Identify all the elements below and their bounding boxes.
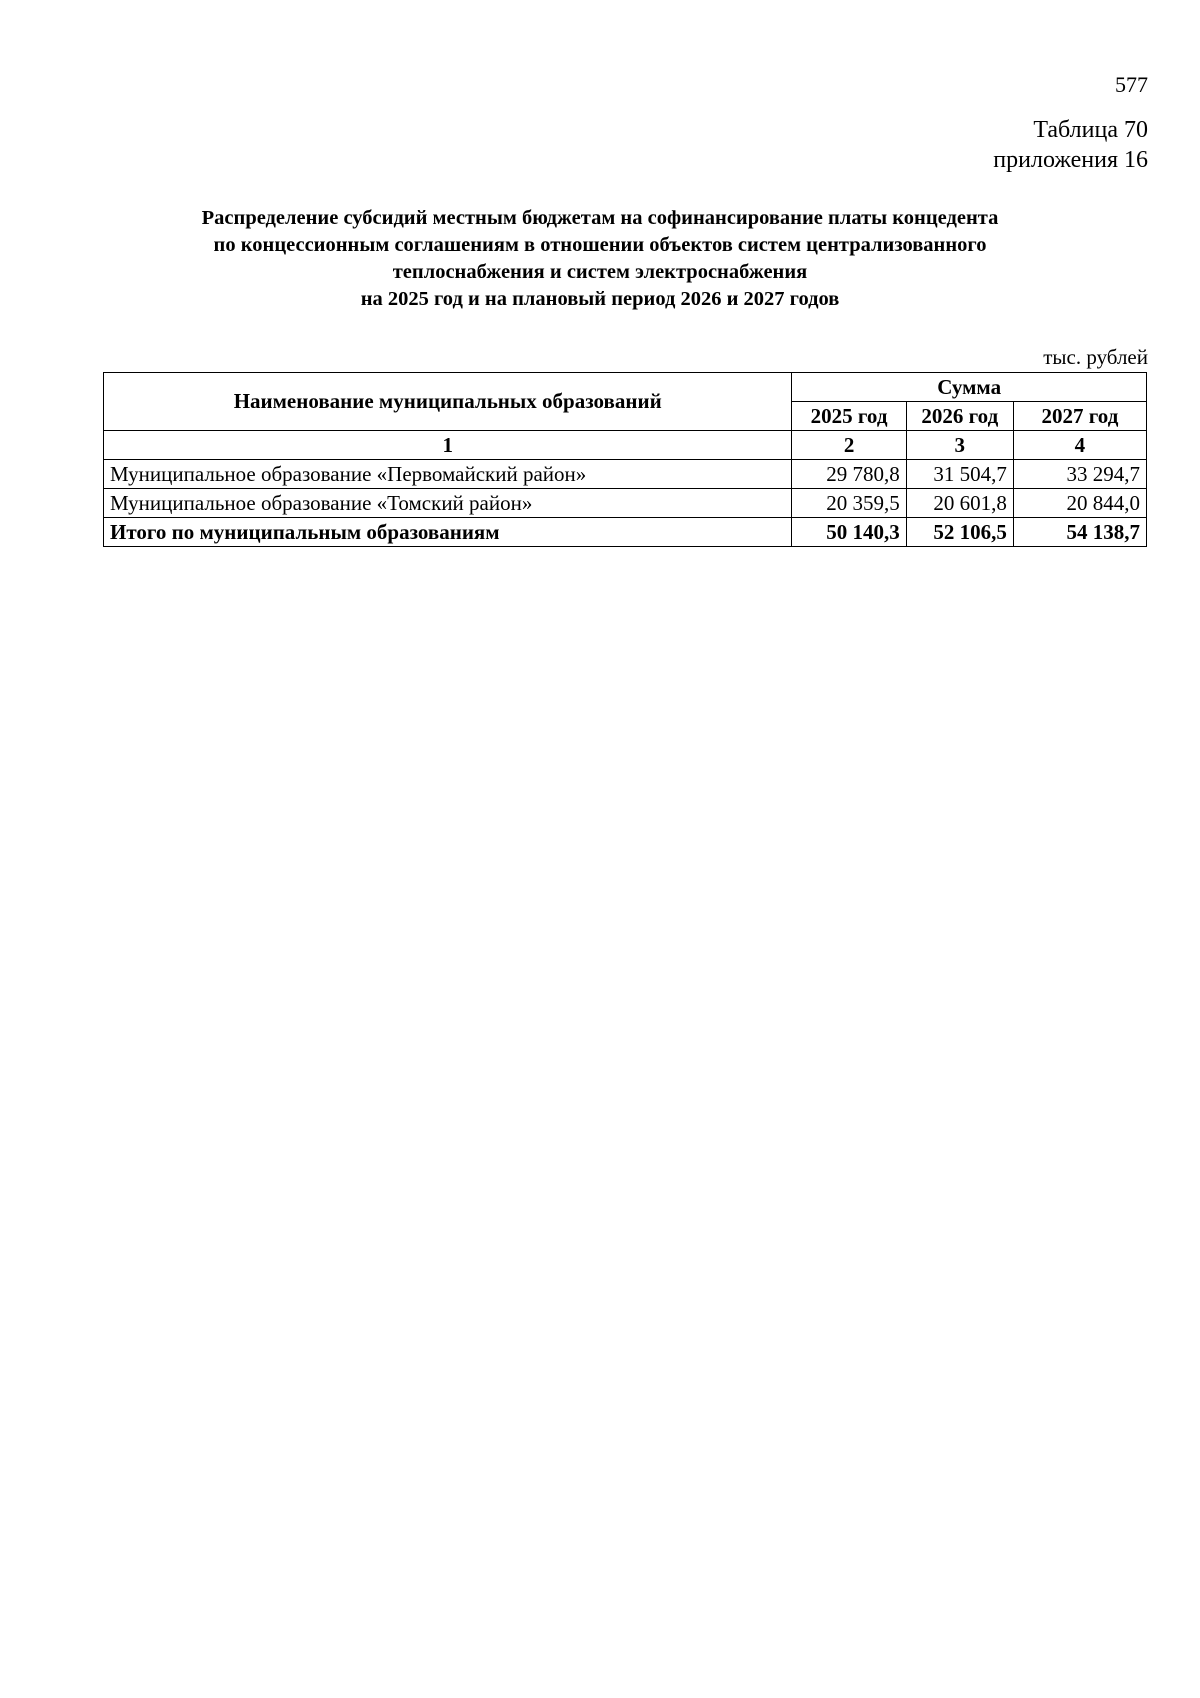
total-2025: 50 140,3 [792,518,906,547]
header-sum: Сумма [792,373,1147,402]
amount-2025: 29 780,8 [792,460,906,489]
subsidy-table [103,372,1147,547]
column-numbers-row [104,431,1147,460]
units-label: тыс. рублей [1043,345,1148,369]
page-number: 577 [1115,72,1148,97]
total-2026: 52 106,5 [906,518,1013,547]
amount-2027: 33 294,7 [1013,460,1146,489]
amount-2026: 31 504,7 [906,460,1013,489]
header-year-2025: 2025 год [792,402,906,431]
municipality-name: Муниципальное образование «Первомайский район» [104,460,792,489]
amount-2027: 20 844,0 [1013,489,1146,518]
document-title [100,205,1100,313]
title-line-2: по концессионным соглашениям в отношении объектов систем централизованного [213,234,987,256]
total-2027: 54 138,7 [1013,518,1146,547]
total-row [104,518,1147,547]
amount-2025: 20 359,5 [792,489,906,518]
column-number: 2 [792,431,906,460]
total-label: Итого по муниципальным образованиям [104,518,792,547]
municipality-name: Муниципальное образование «Томский район» [104,489,792,518]
title-line-1: Распределение субсидий местным бюджетам на софинансирование платы концедента [201,207,999,229]
table-reference [993,115,1148,175]
header-year-2027: 2027 год [1013,402,1146,431]
title-line-4: на 2025 год и на плановый период 2026 и 2027 годов [360,288,840,310]
column-number: 3 [906,431,1013,460]
amount-2026: 20 601,8 [906,489,1013,518]
column-number: 1 [104,431,792,460]
column-number: 4 [1013,431,1146,460]
table-reference-line2: приложения 16 [993,147,1148,173]
header-year-2026: 2026 год [906,402,1013,431]
header-row [104,373,1147,402]
table-reference-line1: Таблица 70 [1033,117,1148,143]
title-line-3: теплоснабжения и систем электроснабжения [392,261,808,283]
header-name: Наименование муниципальных образований [104,373,792,431]
table-row [104,489,1147,518]
table-row [104,460,1147,489]
